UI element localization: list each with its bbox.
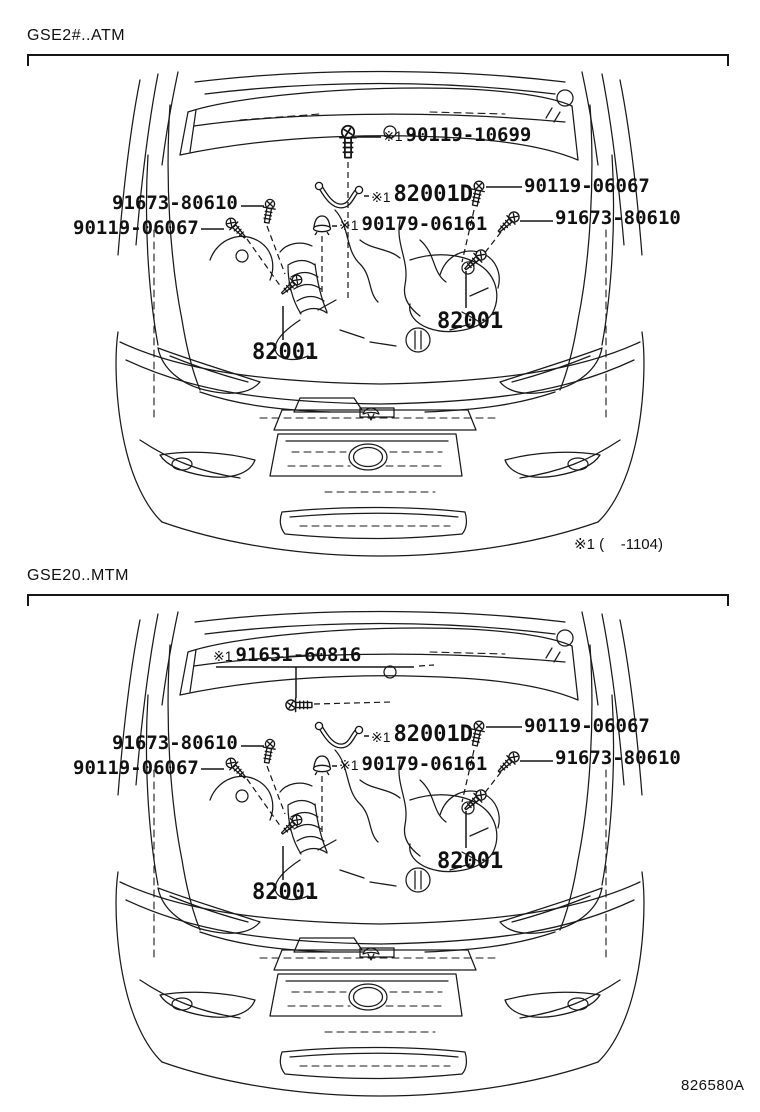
bolt-icon	[286, 698, 312, 711]
part-label-90119-10699: ※1 90119-10699	[383, 124, 532, 146]
part-label-91673-80610-right: 91673-80610	[555, 207, 681, 229]
part-label-90119-06067-right: 90119-06067	[524, 715, 650, 737]
top-callout	[216, 665, 434, 712]
figure-code: 826580A	[681, 1077, 745, 1094]
applicability-note: ※1 ( -1104)	[574, 536, 663, 553]
part-label-82001d: ※1 82001D	[371, 722, 474, 747]
engine-bay-diagram	[0, 540, 760, 1100]
variant-code-label: GSE20..MTM	[27, 567, 129, 584]
part-label-91673-80610-left: 91673-80610	[112, 192, 238, 214]
part-label-91651-60816: ※1 91651-60816	[213, 644, 362, 666]
part-label-91673-80610-left: 91673-80610	[112, 732, 238, 754]
part-label-82001-right: 82001	[437, 309, 504, 334]
part-label-82001-left: 82001	[252, 880, 319, 905]
section-bracket	[27, 594, 729, 606]
part-label-90119-06067-right: 90119-06067	[524, 175, 650, 197]
part-label-82001-right: 82001	[437, 849, 504, 874]
variant-section-mtm	[0, 540, 760, 1112]
part-label-90179-06161: ※1 90179-06161	[339, 213, 488, 235]
section-bracket	[27, 54, 729, 66]
part-label-91673-80610-right: 91673-80610	[555, 747, 681, 769]
part-label-82001-left: 82001	[252, 340, 319, 365]
variant-code-label: GSE2#..ATM	[27, 27, 126, 44]
part-label-82001d: ※1 82001D	[371, 182, 474, 207]
part-label-90119-06067-left: 90119-06067	[73, 217, 199, 239]
part-label-90119-06067-left: 90119-06067	[73, 757, 199, 779]
part-label-90179-06161: ※1 90179-06161	[339, 753, 488, 775]
bolt-icon	[340, 126, 356, 158]
